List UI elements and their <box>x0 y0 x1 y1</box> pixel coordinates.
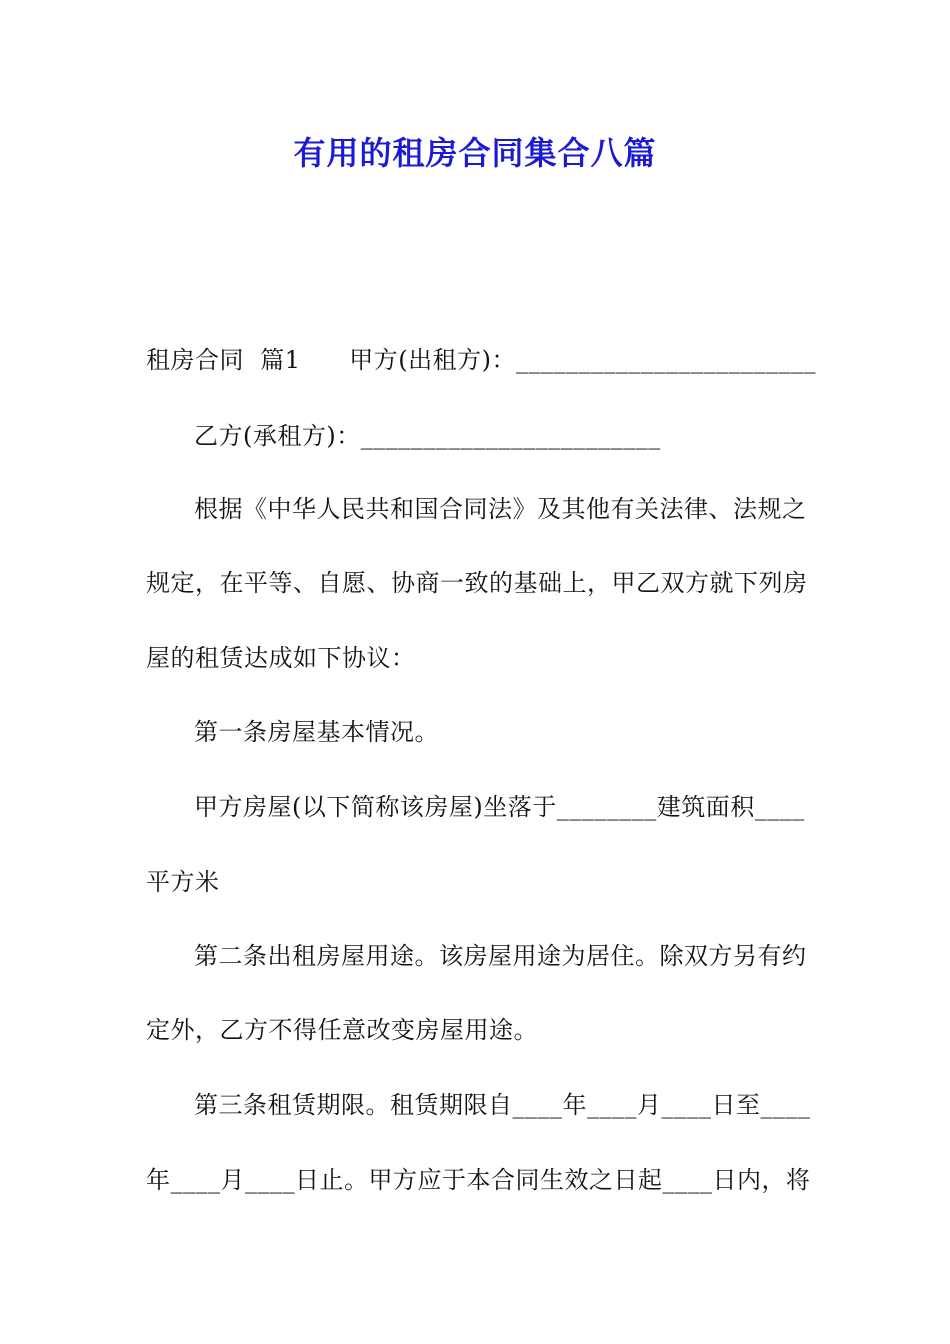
text-line: 规定，在平等、自愿、协商一致的基础上，甲乙双方就下列房 <box>146 569 808 597</box>
text-line: 定外，乙方不得任意改变房屋用途。 <box>146 1016 538 1044</box>
text-line-article-2: 第二条出租房屋用途。该房屋用途为居住。除双方另有约 <box>194 942 807 970</box>
text-line: 屋的租赁达成如下协议： <box>146 644 416 672</box>
text-line: 平方米 <box>146 868 220 896</box>
text-line-header: 租房合同 篇1 甲方(出租方)：________________________ <box>146 346 817 374</box>
text-line: 年____月____日止。甲方应于本合同生效之日起____日内，将 <box>146 1166 811 1194</box>
text-line-article-3: 第三条租赁期限。租赁期限自____年____月____日至____ <box>194 1091 811 1119</box>
text-line: 根据《中华人民共和国合同法》及其他有关法律、法规之 <box>194 495 807 523</box>
document-title: 有用的租房合同集合八篇 <box>293 134 657 172</box>
text-line: 甲方房屋(以下简称该房屋)坐落于________建筑面积____ <box>194 793 805 821</box>
text-line-party-b: 乙方(承租方)：________________________ <box>194 422 661 450</box>
text-line-article-1: 第一条房屋基本情况。 <box>194 718 439 746</box>
